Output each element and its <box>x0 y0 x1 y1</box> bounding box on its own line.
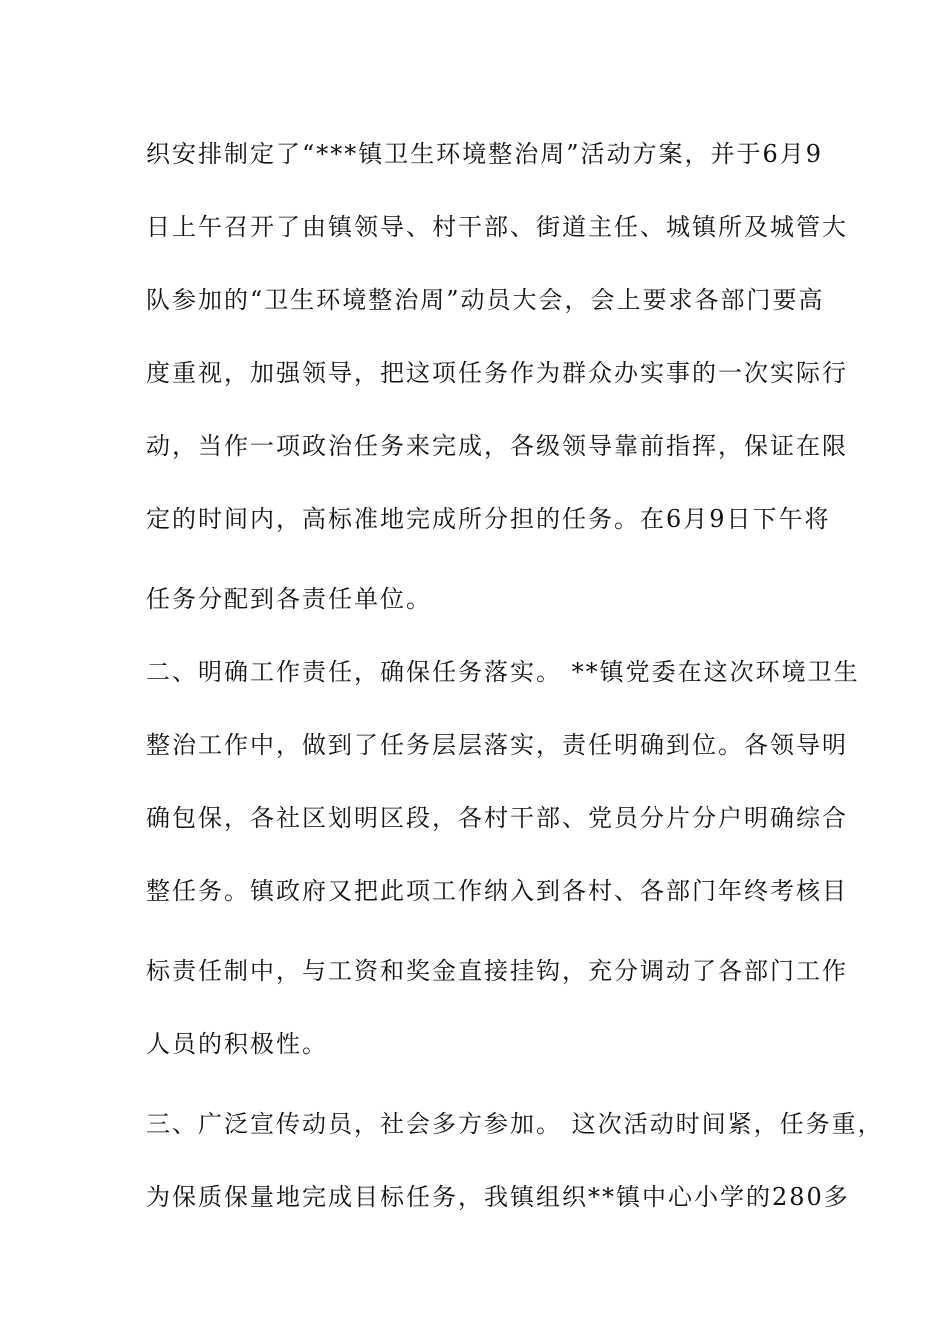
text-line: 标责任制中，与工资和奖金直接挂钩，充分调动了各部门工作 <box>146 957 848 985</box>
text-line: 动，当作一项政治任务来完成，各级领导靠前指挥，保证在限 <box>146 432 848 460</box>
text-line: 为保质保量地完成目标任务，我镇组织**镇中心小学的280多 <box>146 1183 850 1211</box>
text-line: 整任务。镇政府又把此项工作纳入到各村、各部门年终考核目 <box>146 877 848 905</box>
text-line: 确包保，各社区划明区段，各村干部、党员分片分户明确综合 <box>146 804 848 832</box>
text-line: 定的时间内，高标准地完成所分担的任务。在6月9日下午将 <box>146 505 831 533</box>
text-line: 整治工作中，做到了任务层层落实，责任明确到位。各领导明 <box>146 731 848 759</box>
text-line: 二、明确工作责任，确保任务落实。 **镇党委在这次环境卫生 <box>146 658 860 686</box>
text-line: 度重视，加强领导，把这项任务作为群众办实事的一次实际行 <box>146 359 848 387</box>
text-line: 织安排制定了“***镇卫生环境整治周”活动方案，并于6月9 <box>146 140 824 168</box>
text-line: 人员的积极性。 <box>146 1030 328 1058</box>
text-line: 任务分配到各责任单位。 <box>146 585 432 613</box>
text-line: 队参加的“卫生环境整治周”动员大会，会上要求各部门要高 <box>146 286 825 314</box>
text-line: 日上午召开了由镇领导、村干部、街道主任、城镇所及城管大 <box>146 213 848 241</box>
text-line: 三、广泛宣传动员，社会多方参加。 这次活动时间紧，任务重， <box>146 1110 884 1138</box>
